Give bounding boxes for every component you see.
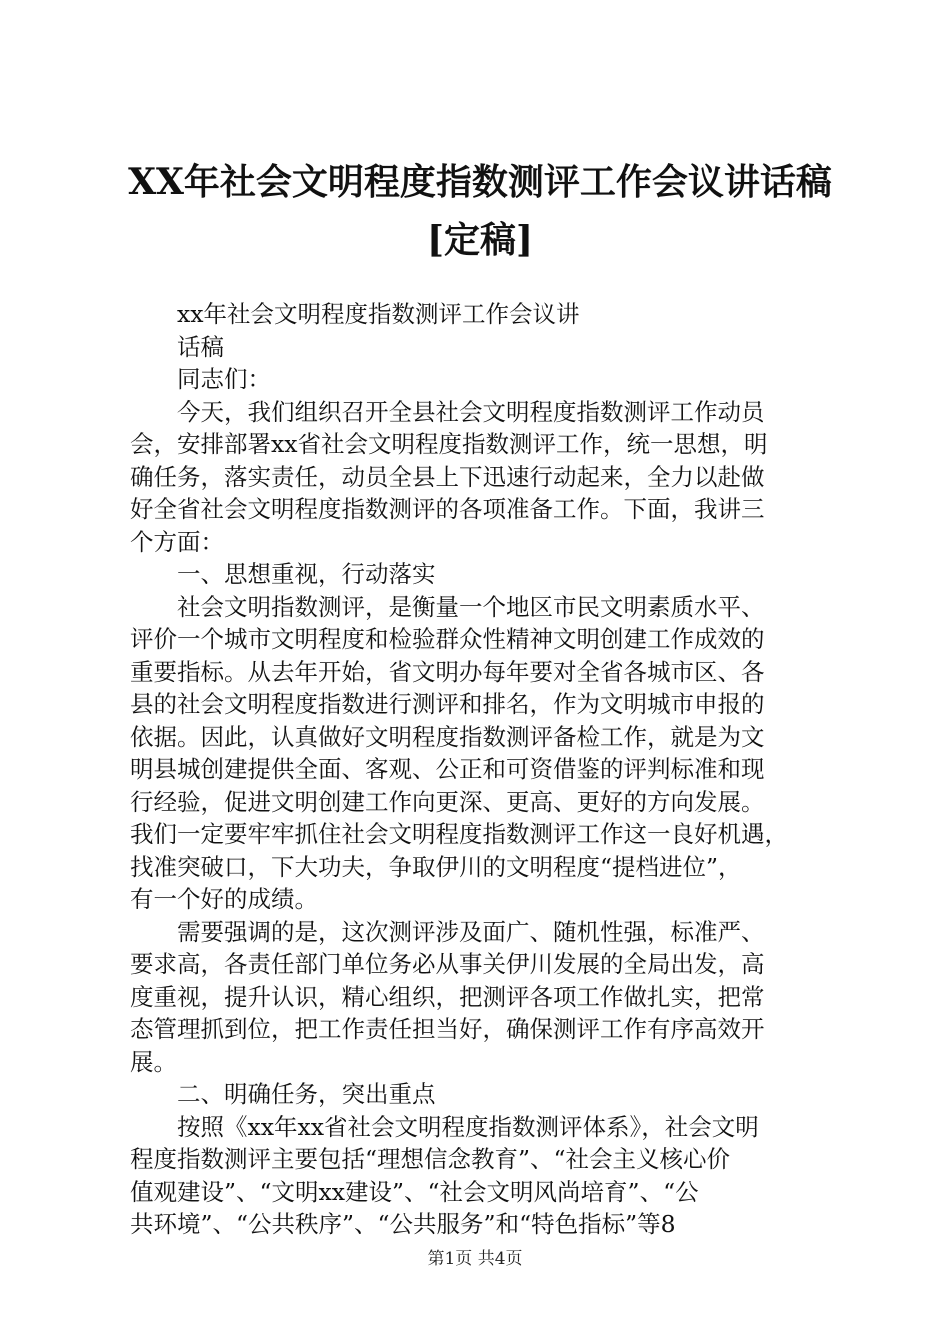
body-line: 行经验，促进文明创建工作向更深、更高、更好的方向发展。 <box>130 787 765 816</box>
body-line: 度重视，提升认识，精心组织，把测评各项工作做扎实，把常 <box>130 982 765 1011</box>
body-line: 二、明确任务，突出重点 <box>177 1080 436 1108</box>
body-line: 要求高，各责任部门单位务必从事关伊川发展的全局出发，高 <box>130 950 765 978</box>
document-body <box>130 298 830 1241</box>
body-line: 我们一定要牢牢抓住社会文明程度指数测评工作这一良好机遇， <box>130 820 788 848</box>
body-line: 话稿 <box>177 332 224 361</box>
body-line: 一、思想重视，行动落实 <box>177 560 436 588</box>
body-line: 好全省社会文明程度指数测评的各项准备工作。下面，我讲三 <box>130 495 765 523</box>
body-line: 需要强调的是，这次测评涉及面广、随机性强，标准严、 <box>177 917 765 946</box>
body-line: 按照《xx年xx省社会文明程度指数测评体系》，社会文明 <box>177 1112 759 1141</box>
body-line: 程度指数测评主要包括“理想信念教育”、“社会主义核心价 <box>130 1145 731 1173</box>
body-line: 会，安排部署xx省社会文明程度指数测评工作，统一思想，明 <box>130 430 768 458</box>
body-line: 确任务，落实责任，动员全县上下迅速行动起来，全力以赴做 <box>130 462 765 491</box>
body-line: 有一个好的成绩。 <box>130 885 318 913</box>
body-line: 态管理抓到位，把工作责任担当好，确保测评工作有序高效开 <box>130 1015 765 1043</box>
body-line: 重要指标。从去年开始，省文明办每年要对全省各城市区、各 <box>130 657 765 686</box>
body-line: 今天，我们组织召开全县社会文明程度指数测评工作动员 <box>177 397 765 426</box>
body-line: 展。 <box>130 1047 177 1076</box>
body-line: 找准突破口，下大功夫，争取伊川的文明程度“提档进位”， <box>130 852 742 881</box>
body-line: 社会文明指数测评，是衡量一个地区市民文明素质水平、 <box>177 592 765 621</box>
body-line: 共环境”、“公共秩序”、“公共服务”和“特色指标”等8 <box>130 1210 676 1238</box>
body-line: 同志们： <box>177 365 271 393</box>
body-line: 评价一个城市文明程度和检验群众性精神文明创建工作成效的 <box>130 625 765 653</box>
body-line: xx年社会文明程度指数测评工作会议讲 <box>177 300 580 328</box>
body-line: 县的社会文明程度指数进行测评和排名，作为文明城市申报的 <box>130 690 765 718</box>
body-line: 值观建设”、“文明xx建设”、“社会文明风尚培育”、“公 <box>130 1177 699 1206</box>
body-line: 个方面： <box>130 527 224 556</box>
page-footer: 第1页 共4页 <box>427 1249 523 1269</box>
body-line: 依据。因此，认真做好文明程度指数测评备检工作，就是为文 <box>130 722 765 751</box>
body-line: 明县城创建提供全面、客观、公正和可资借鉴的评判标准和现 <box>130 755 765 783</box>
document-title-line-1: XX年社会文明程度指数测评工作会议讲话稿 <box>128 161 832 203</box>
document-title-line-2: [定稿] <box>426 219 534 261</box>
